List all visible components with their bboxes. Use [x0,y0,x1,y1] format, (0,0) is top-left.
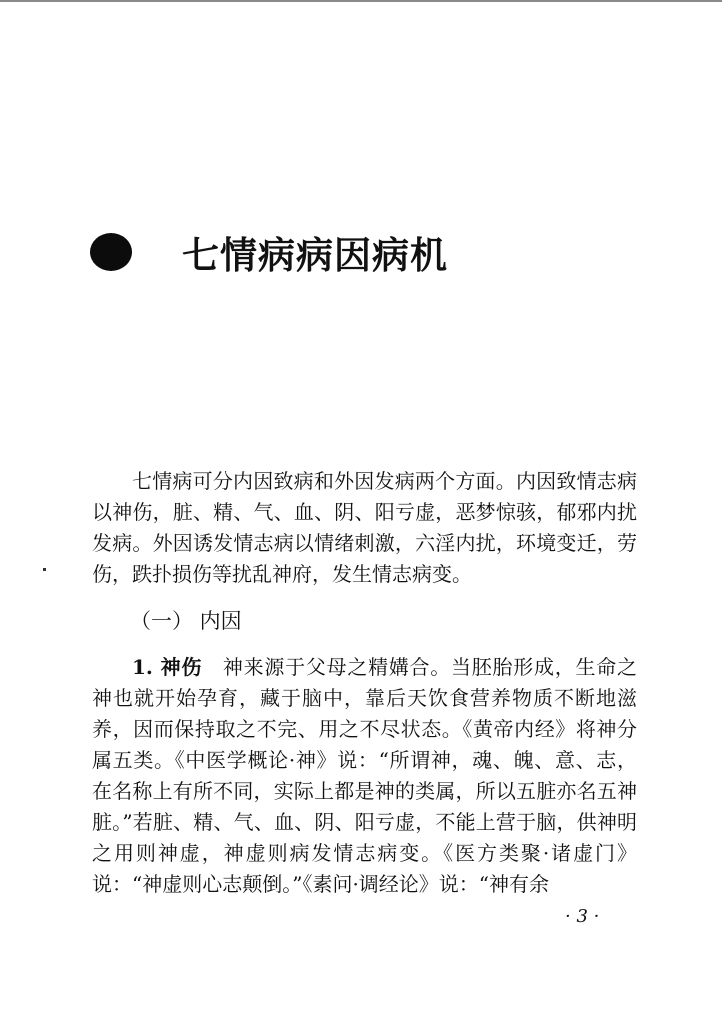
chapter-heading [90,224,650,280]
subsection-text: 神来源于父母之精媾合。当胚胎形成，生命之神也就开始孕育，藏于脑中，靠后天饮食营养物质不断地滋养，因而保持取之不完、用之不尽状态。《黄帝内经》将神分属五类。《中医学概论·神》说：“所谓神，魂、魄、意、志，在名称上有所不同，实际上都是神的类属，所以五脏亦名五神脏。”若脏、精、气、血、阴、阳亏虚，不能上营于脑，供神明之用则神虚，神虚则病发情志病变。《医方类聚·诸虚门》说：“神虚则心志颠倒。”《素问·调经论》说：“神有余 [92,655,638,896]
subsection-paragraph [92,652,637,900]
top-border-line [0,0,722,2]
intro-paragraph: 七情病可分内因致病和外因发病两个方面。内因致情志病以神伤，脏、精、气、血、阴、阳亏虚，恶梦惊骇，郁邪内扰发病。外因诱发情志病以情绪刺激，六淫内扰，环境变迁，劳伤，跌扑损伤等扰乱神府，发生情志病变。 [92,469,637,586]
margin-mark [43,568,46,571]
page-number: · 3 · [565,906,600,927]
section-heading: （一） 内因 [130,609,242,633]
chapter-bullet-icon [90,233,132,271]
chapter-title: 七情病病因病机 [182,233,448,277]
subsection-lead: 1. 神伤 [132,655,203,679]
